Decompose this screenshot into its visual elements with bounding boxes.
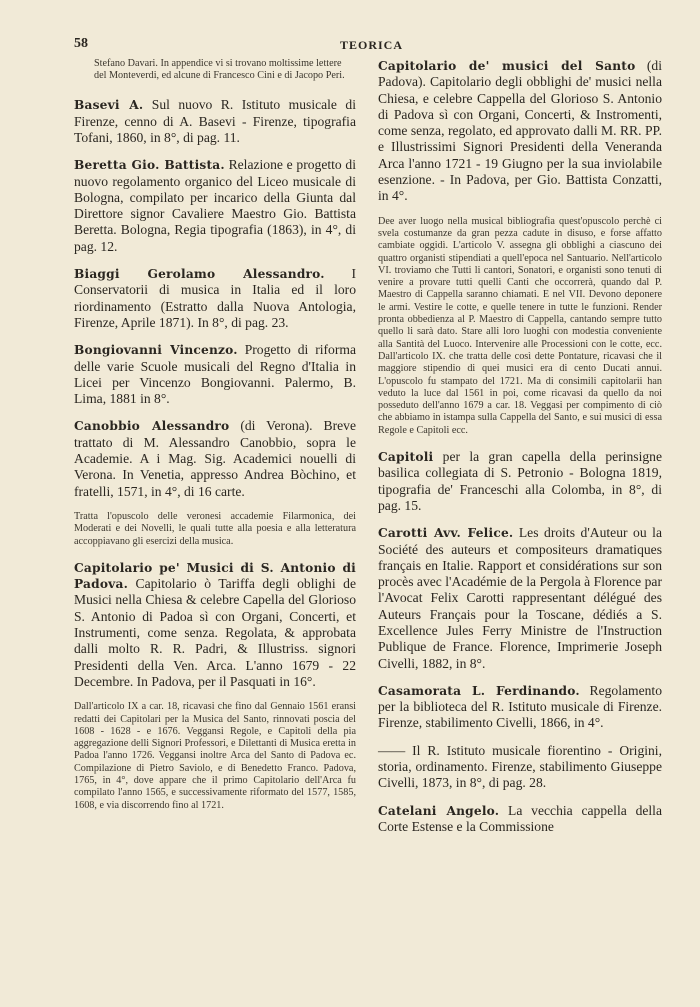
bibliography-entry: [378, 683, 662, 732]
entry-text: Relazione e progetto di nuovo regolamento organico del Liceo musicale di Bologna, compilato per incarico della Giunta dal Direttore signor Cavaliere Maestro Gio. Battista Beretta. Bologna, Regia tipografia (1863), in 4°, di pag. 12.: [74, 157, 356, 254]
entry-text: Progetto di riforma delle varie Scuole musicali del Regno d'Italia in Licei per Vincenzo Bongiovanni. Palermo, B. Lima, 1881 in 8°.: [74, 342, 356, 407]
entry-heading: Beretta Gio. Battista.: [74, 158, 225, 173]
entry-heading: Biaggi Gerolamo Alessandro.: [74, 267, 325, 282]
right-column: [378, 58, 662, 846]
footnote: Dall'articolo IX a car. 18, ricavasi che fino dal Gennaio 1561 eransi redatti dei Capitolari per la Musica del Santo, rinnovati poscia del 1608 - 1628 - e 1676. Veggansi Regole, e Capitoli della pia aggregazione delli Signori Professori, e Dilettanti di Musica eretta in Padoa l'anno 1726. Veggansi inoltre Arca del Santo di Padova ec. Compilazione di Pietro Saviolo, e di Benedetto Franco. Padova, 1765, in 4°, dove appare che il primo Capitolario dell'Arca fu compilato l'anno 1565, e successivamente riformato del 1577, 1585, 1608, e via discorrendo fino al 1721.: [74, 701, 356, 811]
entry-heading: Capitolario de' musici del Santo: [378, 59, 636, 73]
entry-text: Sul nuovo R. Istituto musicale di Firenze, cenno di A. Basevi - Firenze, tipografia Tofani, 1860, in 8°, di pag. 11.: [74, 97, 356, 145]
running-title: TEORICA: [340, 38, 404, 52]
entry-text: I Conservatorii di musica in Italia ed il loro riordinamento (Estratto dalla Nuova Antologia, Firenze, Aprile 1871). In 8°, di pag. 23.: [74, 266, 356, 330]
bibliography-entry: [74, 418, 356, 499]
bibliography-entry: [74, 266, 356, 331]
entry-text: Capitolario ò Tariffa degli oblighi de Musici nella Chiesa & celebre Capella del Glorioso S. Antonio di Padoa sì con Organi, Concerti, et Instrumenti, come senza. Regolata, & approbata dalli molto R. R. Padri, & Illustriss. signori Presidenti della Ven. Arca. L'anno 1679 - 22 Decembre. In Padova, per il Pasquati in 16°.: [74, 576, 356, 689]
entry-heading: Canobbio Alessandro: [74, 419, 230, 434]
entry-text: (di Verona). Breve trattato di M. Alessandro Canobbio, sopra le Academie. A i Mag. Sig. Academici nouelli di Verona. In Venetia, appresso Andrea Bòchino, et fratelli, 1571, in 4°, di 16 carte.: [74, 418, 356, 499]
entry-heading: Capitoli: [378, 450, 434, 465]
page-header: [0, 36, 700, 56]
entry-heading: Carotti Avv. Felice.: [378, 526, 514, 541]
entry-heading: Capitolario pe' Musici di S. Antonio di Padova.: [74, 560, 356, 592]
footnote: Tratta l'opuscolo delle veronesi accademie Filarmonica, dei Moderati e dei Novelli, le quali tutte alla poesia e alla letteratura accoppiavano gli esercizi della musica.: [74, 510, 356, 547]
bibliography-entry: [378, 525, 662, 672]
entry-heading: Casamorata L. Ferdinando.: [378, 683, 580, 698]
entry-text: per la gran capella della perinsigne basilica collegiata di S. Petronio - Bologna 1819, tipografia de' Franceschi alla Colomba, in 8°, di pag. 15.: [378, 449, 662, 513]
bibliography-entry: [378, 58, 662, 205]
entry-text: Les droits d'Auteur ou la Société des auteurs et compositeurs dramatiques français en Italie. Rapport et considérations sur son procès avec l'Académie de la Pergola à Florence par l'Avocat Felix Carotti rappresentant délégué des Auteurs Français pour la Toscane, dédiés a S. Excellence Jules Ferry Ministre de l'Instruction Publique de France. Florence, Imprimerie Joseph Civelli, 1882, in 8°.: [378, 525, 662, 671]
entry-heading: Bongiovanni Vincenzo.: [74, 343, 238, 358]
entry-text: (di Padova). Capitolario degli obblighi de' musici nella Chiesa, e celebre Cappella del Glorioso S. Antonio di Padova sì con Organi, Concerti, & Instromenti, come senza, regolato, ed approvato dalli M. RR. PP. e Illustrissimi Signori Presidenti della Veneranda Arca l'anno 1721 - 19 Giugno per la sua inviolabile esenzione. - In Padova, per Gio. Battista Conzatti, in 4°.: [378, 58, 662, 204]
bibliography-entry: [378, 449, 662, 514]
left-column: [74, 58, 356, 824]
entry-text: La vecchia cappella della Corte Estense e la Commissione: [378, 802, 662, 834]
bibliography-entry: [378, 803, 662, 836]
continuation-note: Stefano Davari. In appendice vi si trovano moltissime lettere del Monteverdi, ed alcune di Francesco Cini e di Jacopo Peri.: [94, 58, 345, 82]
entry-heading: Catelani Angelo.: [378, 803, 500, 818]
page-number: 58: [74, 36, 88, 51]
footnote: Dee aver luogo nella musical bibliografia quest'opuscolo perchè ci svela costumanze da gran pezza cadute in disuso, e forse affatto cambiate oggidì. L'articolo V. assegna gli obblighi a ciascuno dei quattro organisti stipendiati a quell'epoca nel Santuario. Nell'articolo VI. troviamo che Tutti li cantori, Sonatori, e organisti sono tenuti di venire a provare tutti quelli Canti che occorrerà, quando dal P. Maestro di Cappella saranno chiamati. E nel VII. Devono deponere le armi. Vestire le cotte, e quelle tenere in tutte le funzioni. Render pronta obbedienza al P. Maestro di Cappella, cantando sempre tutto quello li sarà dato. Stare alli loro luoghi con modestia conveniente alla Santità del Luoco. Intervenire alle Processioni con le cotte, ecc. Dall'articolo IX. che tratta delle così dette Pontature, ricavasi che il maggiore stipendio di quei musici era di cento Ducati annui. L'opuscolo fu stampato del 1721. Ma di consimili capitolarii han veduto la luce dal 1561 in poi, come ricavasi da quello da noi posseduto dell'anno 1679 a car. 18. Veggasi per compimento di ciò che abbiamo in istampa sulla Cappella del Santo, e sui musici di essa Regole e Capitoli ecc.: [378, 215, 662, 436]
entry-heading: Basevi A.: [74, 98, 144, 113]
continuation-entry: —— Il R. Istituto musicale fiorentino - Origini, storia, ordinamento. Firenze, stabilimento Giuseppe Civelli, 1873, in 8°, di pag. 28.: [378, 742, 662, 791]
entry-text: Regolamento per la biblioteca del R. Istituto musicale di Firenze. Firenze, stabilimento Civelli, 1866, in 4°.: [378, 682, 662, 731]
bibliography-entry: [74, 157, 356, 255]
bibliography-entry: [74, 97, 356, 146]
bibliography-entry: [74, 560, 356, 690]
bibliography-entry: [74, 342, 356, 407]
